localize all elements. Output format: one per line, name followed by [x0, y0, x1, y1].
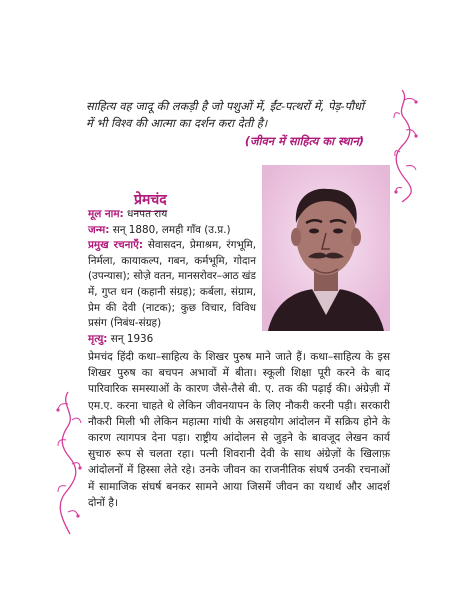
original-name-value: धनपत राय: [127, 208, 168, 220]
death-line: [88, 332, 256, 348]
quote-source: (जीवन में साहित्य का स्थान): [244, 134, 364, 148]
vine-ornament-left: [54, 388, 82, 538]
death-value: सन् 1936: [110, 332, 154, 345]
works-label: प्रमुख रचनाएँ:: [88, 239, 144, 252]
works-line: [88, 238, 256, 332]
epigraph-quote: [86, 98, 364, 150]
quote-text: साहित्य वह जादू की लकड़ी है जो पशुओं में, ईंट-पत्थरों में, पेड़-पौधों में भी विश्व की आत्मा का दर्शन करा देती है।: [86, 99, 364, 130]
original-name-line: [88, 207, 256, 223]
works-value: सेवासदन, प्रेमाश्रम, रंगभूमि, निर्मला, कायाकल्प, गबन, कर्मभूमि, गोदान (उपन्यास); सोज़े वतन, मानसरोवर–आठ खंड में, गुप्त धन (कहानी संग्रह); कर्बला, संग्राम, प्रेम की देवी (नाटक); कुछ विचार, विविध प्रसंग (निबंध-संग्रह): [88, 239, 256, 330]
birth-value: सन् 1880, लमही गाँव (उ.प्र.): [112, 223, 231, 236]
death-label: मृत्यु:: [88, 332, 108, 345]
vine-ornament-right: [392, 86, 420, 206]
author-info-block: [88, 207, 256, 347]
original-name-label: मूल नाम:: [88, 208, 124, 220]
biography-text: प्रेमचंद हिंदी कथा–साहित्य के शिखर पुरुष माने जाते हैं। कथा–साहित्य के इस शिखर पुरुष का बचपन अभावों में बीता। स्कूली शिक्षा पूरी करने के बाद पारिवारिक समस्याओं के कारण जैसे-तैसे बी. ए. तक की पढ़ाई की। अंग्रेज़ी में एम.ए. करना चाहते थे लेकिन जीवनयापन के लिए नौकरी करनी पड़ी। सरकारी नौकरी मिली भी लेकिन महात्मा गांधी के असहयोग आंदोलन में सक्रिय होने के कारण त्यागपत्र देना पड़ा। राष्ट्रीय आंदोलन से जुड़ने के बावजूद लेखन कार्य सुचारु रूप से चलता रहा। पत्नी शिवरानी देवी के साथ अंग्रेज़ों के खिलाफ़ आंदोलनों में हिस्सा लेते रहे। उनके जीवन का राजनीतिक संघर्ष उनकी रचनाओं में सामाजिक संघर्ष बनकर सामने आया जिसमें जीवन का यथार्थ और आदर्श दोनों है।: [88, 351, 390, 509]
birth-label: जन्म:: [88, 223, 110, 236]
author-name-heading: प्रेमचंद: [134, 190, 167, 212]
biography-paragraph: [88, 349, 390, 511]
birth-line: [88, 223, 256, 239]
author-portrait: [262, 165, 390, 331]
